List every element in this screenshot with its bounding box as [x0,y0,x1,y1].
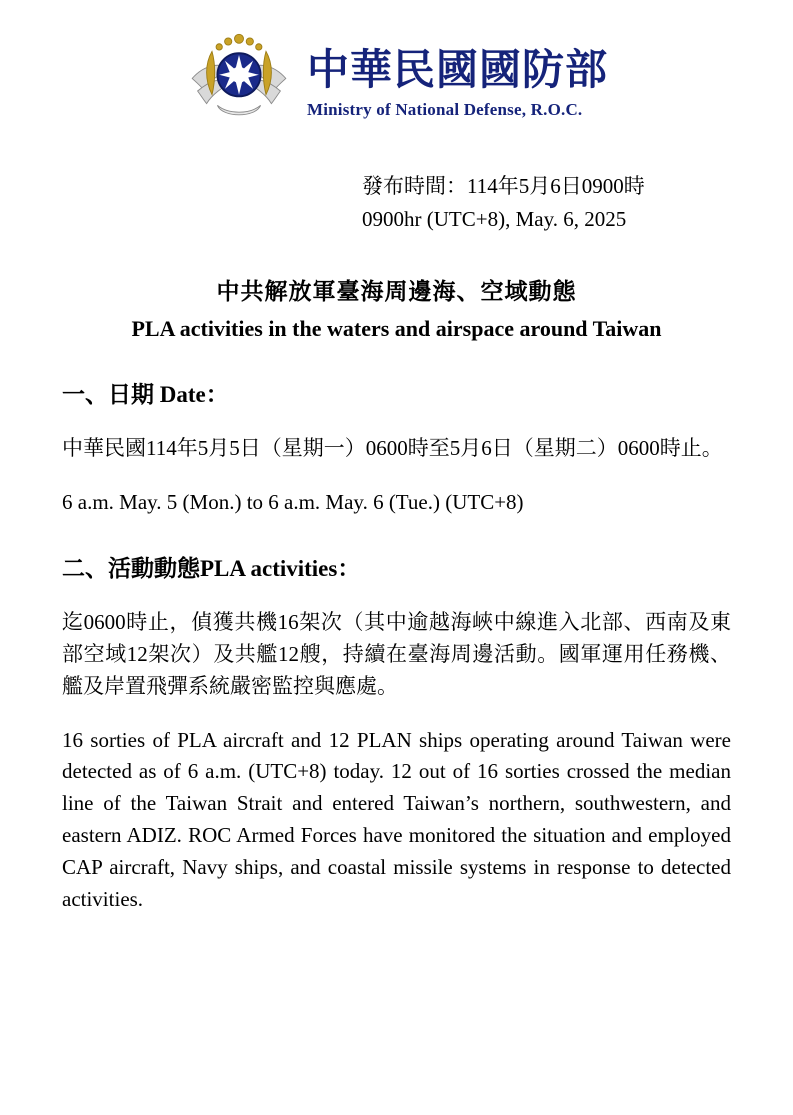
section-activities-heading: 二、活動動態PLA activities： [62,555,361,581]
ministry-title [307,44,608,120]
section-date-paragraph-en: 6 a.m. May. 5 (Mon.) to 6 a.m. May. 6 (Tue.) (UTC+8) [62,489,524,514]
section-date [62,379,731,519]
roc-national-emblem-icon [185,28,293,136]
section-activities-paragraph-cn: 迄0600時止，偵獲共機16架次（其中逾越海峽中線進入北部、西南及東部空域12架次）及共艦12艘，持續在臺海周邊活動。國軍運用任務機、艦及岸置飛彈系統嚴密監控與應處。 [62,609,731,698]
page-title-en: PLA activities in the waters and airspace around Taiwan [131,315,662,341]
document-header [62,0,731,136]
section-activities-paragraph-en: 16 sorties of PLA aircraft and 12 PLAN ships operating around Taiwan were detected as of 6 a.m. (UTC+8) today. 12 out of 16 sorties crossed the median line of the Taiwan Strait and entered Taiwan’s northern, southwestern, and eastern ADIZ. ROC Armed Forces have monitored the situation and employed CAP aircraft, Navy ships, and coastal missile systems in response to detected activities. [62,727,731,912]
section-date-heading: 一、日期 Date： [62,381,229,407]
page-title [62,275,731,345]
ministry-name-cn: 中華民國國防部 [306,47,608,94]
ministry-name-en: Ministry of National Defense, R.O.C. [306,100,583,120]
release-time-en: 0900hr (UTC+8), May. 6, 2025 [362,206,627,231]
release-time-cn: 發布時間：114年5月6日0900時 [362,174,645,198]
release-time-block [62,170,731,235]
section-activities [62,553,731,916]
section-date-paragraph-cn: 中華民國114年5月5日（星期一）0600時至5月6日（星期二）0600時止。 [62,435,723,460]
page-title-cn: 中共解放軍臺海周邊海、空域動態 [216,279,577,305]
